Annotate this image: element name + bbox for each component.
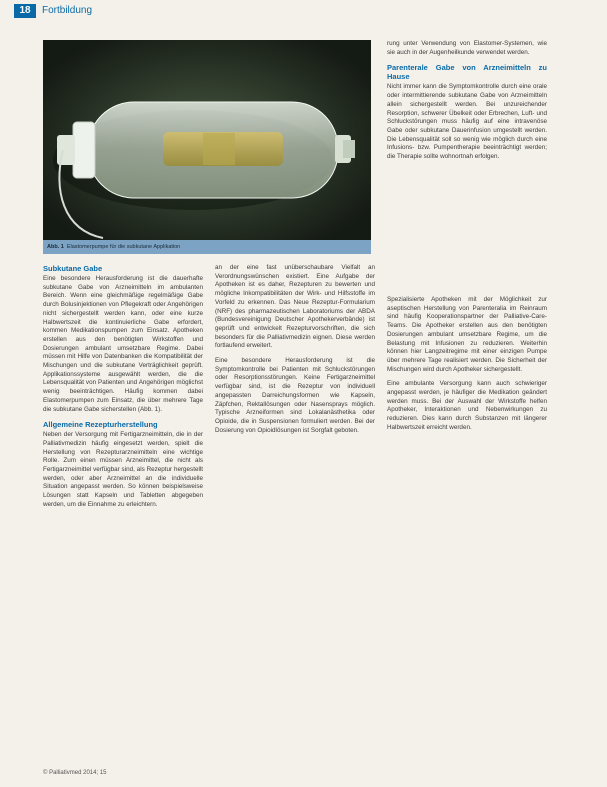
figure-caption: [43, 240, 371, 254]
figure-elastomer-pump: [43, 40, 371, 245]
column-1: [43, 264, 203, 516]
column-2: [215, 264, 375, 441]
paragraph: Eine besondere Herausforderung ist die Symptomkontrolle bei Patienten mit Schluckstörungen oder Resorptionsstörungen. Keine Fertigarzneimittel verfügbar sind, ist die Rezeptur von individuell angepassten Darreichungsformen wie Kapseln, Zäpfchen, Rektallösungen oder Nasensprays möglich. Typische Arzneiformen sind Lokalanästhetika oder Opioide, die in Suspensionen formuliert werden. Bei der Dosierung von Opioidlösungen ist Sorgfalt geboten.: [215, 357, 375, 434]
caption-text: Elastomerpumpe für die subkutane Applikation: [66, 244, 181, 250]
elastomer-pump-illustration: [43, 40, 371, 245]
paragraph: Eine besondere Herausforderung ist die dauerhafte subkutane Gabe von Arzneimitteln im ambulanten Bereich. Wenn eine gleichmäßige regelmäßige Gabe durch Bolusinjektionen von Pflegekraft oder Angehörigen nicht sichergestellt werden kann, oder eine kurze Halbwertszeit die kontinuierliche Gabe erfordert, kommen Medikationspumpen zum Einsatz. Apotheken erstellen aus den benötigten Wirkstoffen und Dosierungen ambulant umsetzbare Regime. Dabei müssen mit Hilfe von Datenbanken die Kompatibilität der Mischungen und die subkutane Verträglichkeit geprüft. Applikationssysteme ausgewählt werden, die die Lebensqualität von Patienten und Angehörigen möglichst wenig beeinträchtigen. Häufig kommen dabei Elastomerpumpen zum Einsatz, die über mehrere Tage die subkutane Gabe sicherstellen (Abb. 1).: [43, 275, 203, 413]
page-number: 18: [14, 4, 36, 18]
paragraph: rung unter Verwendung von Elastomer-Systemen, wie sie auch in der Augenheilkunde verwendet werden.: [387, 40, 547, 56]
heading-parenterale-gabe: Parenterale Gabe von Arzneimitteln zu Hause: [387, 63, 547, 82]
footer-citation: © Palliativmed 2014; 15: [43, 770, 107, 776]
heading-subkutane-gabe: Subkutane Gabe: [43, 264, 103, 273]
paragraph: Eine ambulante Versorgung kann auch schwieriger angepasst werden, je häufiger die Medikation geändert werden muss. Bei der Auswahl der Wirkstoffe helfen Apotheker, Interaktionen und Nebenwirkungen zu reduzieren. Dies kann durch Substanzen mit längerer Halbwertszeit erreicht werden.: [387, 380, 547, 431]
heading-rezepturherstellung: Allgemeine Rezepturherstellung: [43, 420, 158, 430]
column-3-bottom: [387, 296, 547, 439]
paragraph: Spezialisierte Apotheken mit der Möglichkeit zur aseptischen Herstellung von Parenteralia im Reinraum sind häufig Kooperationspartner der Palliative-Care-Teams. Die Apotheker erstellen aus den benötigten Dosierungen ambulant umsetzbare Regime, um die Belastung mit Infusionen zu reduzieren. Weiterhin können hier Langzeitregime mit einer einzigen Pumpe über mehrere Tage realisiert werden. Die Sicherheit der Mischungen wird durch Apotheker sichergestellt.: [387, 296, 547, 373]
section-title: Fortbildung: [42, 5, 93, 16]
paragraph: an der eine fast unüberschaubare Vielfalt an Verordnungswünschen existiert. Eine Aufgabe der Apotheken ist es daher, Rezepturen zu bewerten und mögliche Inkompatibilitäten der Wirk- und Hilfsstoffe im Vorfeld zu erkennen. Das Neue Rezeptur-Formularium (NRF) des pharmazeutischen Laboratoriums der ABDA (Bundesvereinigung Deutscher Apothekerverbände) ist geprüft und entwickelt Rezepturvorschriften, die sich besonders für die Palliativmedizin eignen. Diese werden fortlaufend erweitert.: [215, 264, 375, 350]
paragraph: Nicht immer kann die Symptomkontrolle durch eine orale oder intermittierende subkutane Gabe von Arzneimitteln allein sichergestellt werden. Bei unzureichender Resorption, schwerer Übelkeit oder Erbrechen, Luft- und Schluckstörungen muss häufig auf eine intravenöse Gabe oder subkutane Dauerinfusion umgestellt werden. Die Lebensqualität soll so wenig wie möglich durch eine Infusions- bzw. Pumpentherapie beeinträchtigt werden; die Therapie sollte wohnortnah erfolgen.: [387, 83, 547, 161]
paragraph: Neben der Versorgung mit Fertigarzneimitteln, die in der Palliativmedizin häufig eingesetzt werden, spielt die Herstellung von Rezepturarzneimitteln eine wichtige Rolle. Zum einen müssen Arzneimittel, die nicht als Fertigarzneimittel verfügbar sind, als Rezeptur hergestellt werden, oder aber Arzneimittel an die individuelle Situation angepasst werden. So können beispielsweise Lösungen statt Kapseln und Tabletten abgegeben werden, um die Einnahme zu erleichtern.: [43, 431, 203, 508]
caption-label: Abb. 1: [47, 244, 64, 250]
column-3-top: [387, 40, 547, 168]
